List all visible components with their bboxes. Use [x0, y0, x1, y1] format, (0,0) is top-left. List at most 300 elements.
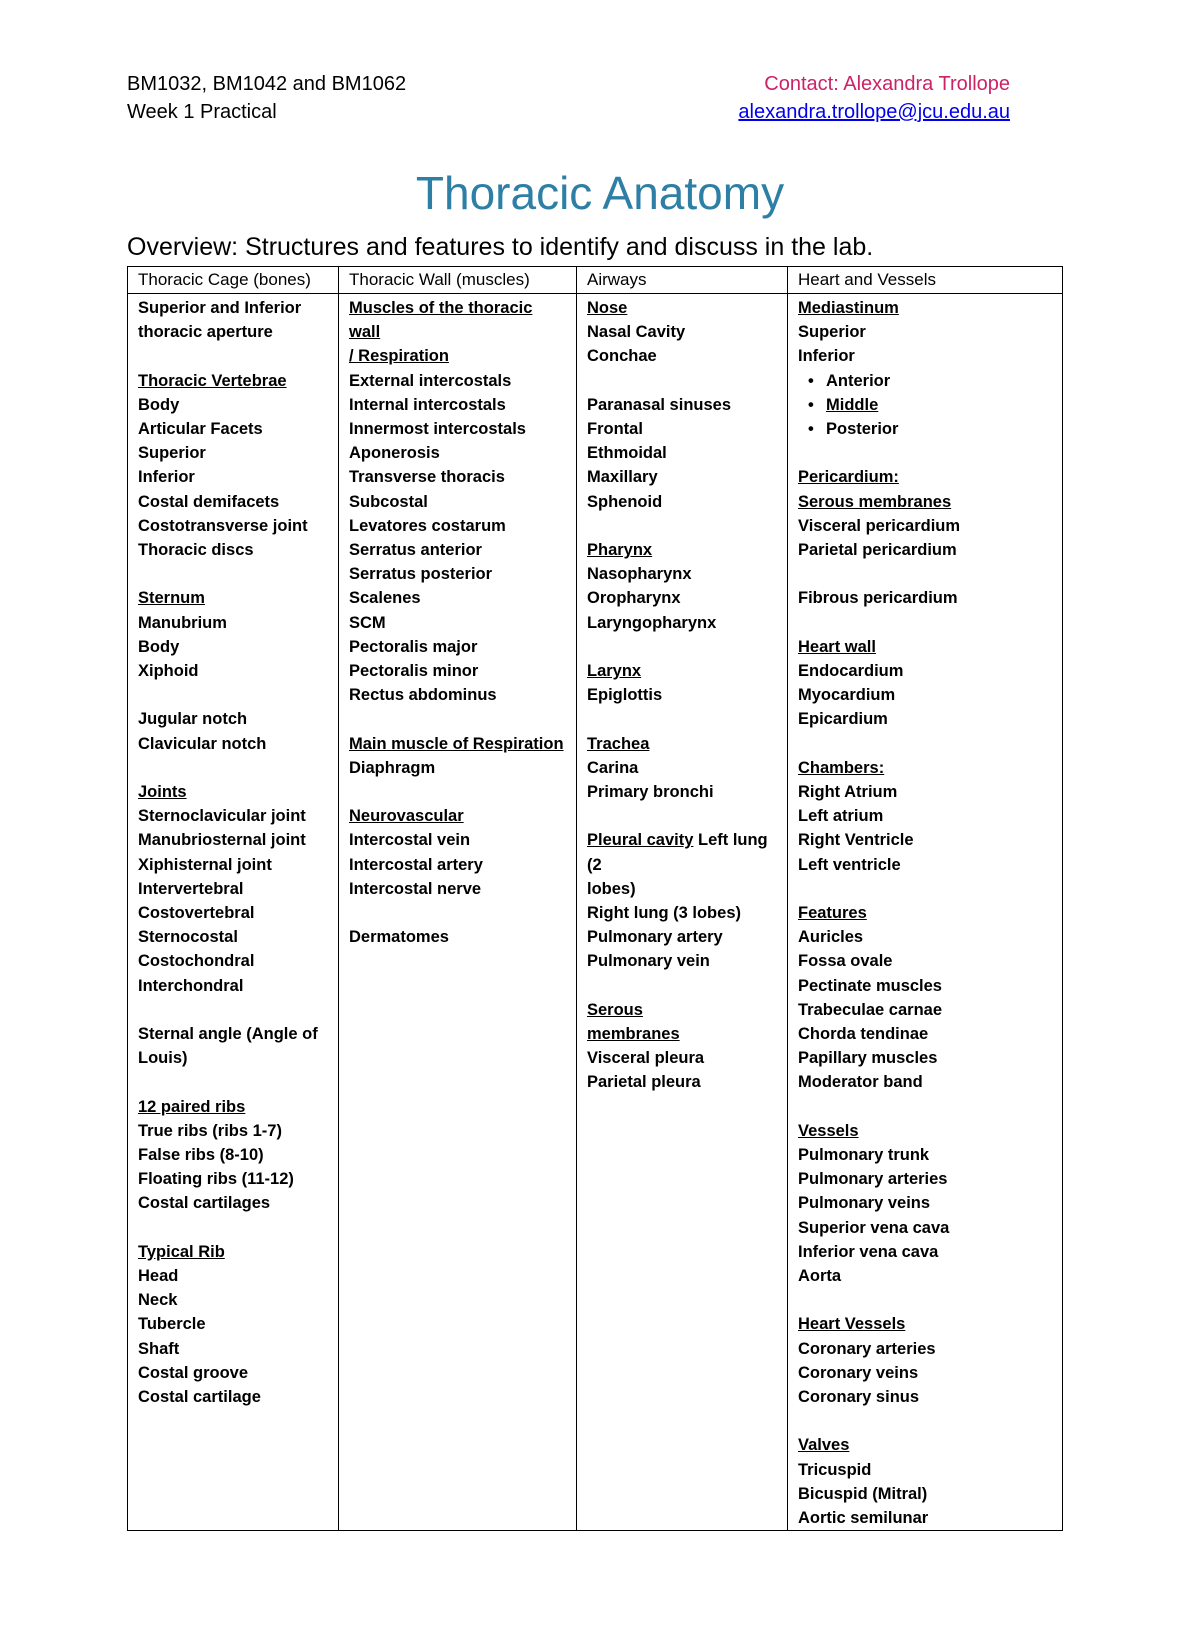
- item-label: Main muscle of Respiration: [349, 734, 564, 753]
- list-item: [587, 949, 779, 973]
- page-title: Thoracic Anatomy: [415, 167, 785, 219]
- item-label: Costotransverse joint: [138, 516, 308, 535]
- item-label: Neurovascular: [349, 807, 464, 826]
- item-label: Body: [138, 395, 180, 414]
- list-item: [138, 417, 330, 441]
- item-label: Typical Rib: [138, 1242, 225, 1261]
- list-item: [587, 1070, 779, 1094]
- header-airways: Airways: [577, 267, 788, 294]
- list-item: [798, 586, 1054, 610]
- item-label: Right lung (3 lobes): [587, 904, 741, 922]
- list-item: [349, 465, 568, 489]
- item-label: Thoracic discs: [138, 541, 254, 560]
- item-label: Xiphoid: [138, 662, 199, 681]
- list-item: [798, 683, 1054, 707]
- list-item: [587, 1046, 779, 1070]
- header-right: [738, 70, 1010, 126]
- item-label: Aortic semilunar: [798, 1509, 929, 1528]
- spacer: [138, 344, 330, 368]
- item-label: Thoracic Vertebrae: [138, 371, 287, 390]
- item-label: Subcostal: [349, 492, 428, 511]
- spacer: [798, 562, 1054, 586]
- item-label: Laryngopharynx: [587, 613, 717, 632]
- list-item: [587, 393, 779, 417]
- item-label: Neck: [138, 1291, 178, 1310]
- item-label: Carina: [587, 758, 639, 777]
- list-item: [349, 562, 568, 586]
- item-label: lobes): [587, 879, 636, 898]
- list-item: [138, 853, 330, 877]
- item-label: Bicuspid (Mitral): [798, 1484, 928, 1503]
- list-item: [587, 780, 779, 804]
- spacer: [138, 562, 330, 586]
- list-item: [138, 1288, 330, 1312]
- item-label: Nasal Cavity: [587, 323, 686, 342]
- list-item: [138, 925, 330, 949]
- item-label: Rectus abdominus: [349, 686, 497, 705]
- item-label: SCM: [349, 613, 386, 632]
- list-item: [798, 344, 1054, 368]
- list-item: [798, 780, 1054, 804]
- item-label: Inferior: [138, 468, 195, 487]
- list-item: [349, 756, 568, 780]
- item-label: Pulmonary veins: [798, 1194, 931, 1213]
- item-label: Right Atrium: [798, 783, 898, 801]
- table-header-row: [128, 267, 1063, 294]
- spacer: [587, 369, 779, 393]
- item-label: Features: [798, 904, 867, 922]
- section-heading: [349, 296, 568, 344]
- item-label: Myocardium: [798, 686, 896, 705]
- contact-email-link[interactable]: alexandra.trollope@jcu.edu.au: [738, 101, 1010, 123]
- list-item: [798, 514, 1054, 538]
- item-label: Nasopharynx: [587, 565, 692, 584]
- section-heading: [798, 901, 1054, 925]
- list-item: [587, 901, 779, 925]
- section-heading: [798, 1433, 1054, 1457]
- item-label: Posterior: [826, 420, 899, 439]
- section-heading: [798, 393, 1054, 417]
- item-label: Paranasal sinuses: [587, 395, 732, 414]
- item-label: Serous: [587, 1000, 643, 1019]
- item-label: Costal cartilages: [138, 1194, 271, 1213]
- item-label: Fossa ovale: [798, 952, 893, 971]
- section-heading: [587, 998, 779, 1022]
- list-item: [798, 804, 1054, 828]
- list-item: [587, 611, 779, 635]
- item-label: Vessels: [798, 1121, 859, 1140]
- item-label: Intervertebral: [138, 879, 244, 898]
- item-label: Papillary muscles: [798, 1049, 938, 1068]
- list-item: [587, 877, 779, 901]
- item-label: Endocardium: [798, 662, 904, 680]
- list-item: [798, 1070, 1054, 1094]
- item-label: Pulmonary arteries: [798, 1170, 948, 1189]
- item-label: / Respiration: [349, 347, 449, 366]
- list-item: [587, 756, 779, 780]
- item-label: Levatores costarum: [349, 516, 506, 535]
- list-item: [798, 1046, 1054, 1070]
- item-label: Pectoralis major: [349, 637, 478, 656]
- list-item: [798, 925, 1054, 949]
- item-label: Pulmonary trunk: [798, 1146, 930, 1165]
- item-label: Shaft: [138, 1339, 180, 1358]
- item-label: Serratus posterior: [349, 565, 493, 584]
- item-label: Head: [138, 1267, 179, 1286]
- item-label: Visceral pleura: [587, 1049, 705, 1068]
- item-label: Coronary arteries: [798, 1339, 936, 1358]
- list-item: [138, 393, 330, 417]
- column-heart-vessels: [788, 294, 1063, 1531]
- item-label: Left ventricle: [798, 855, 901, 874]
- section-heading: [587, 296, 779, 320]
- list-item: [798, 1361, 1054, 1385]
- item-label: Aorta: [798, 1267, 842, 1286]
- header-thoracic-wall: Thoracic Wall (muscles): [339, 267, 577, 294]
- overview-text: Overview: Structures and features to identify and discuss in the lab.: [127, 233, 874, 261]
- item-label: Manubrium: [138, 613, 227, 632]
- section-heading: [798, 756, 1054, 780]
- item-label: Pectoralis minor: [349, 662, 479, 681]
- list-item: [587, 320, 779, 344]
- item-label: Frontal: [587, 420, 643, 438]
- item-label: Middle: [826, 395, 879, 414]
- item-label: Manubriosternal joint: [138, 831, 306, 850]
- item-label: Heart wall: [798, 637, 876, 656]
- item-label: Visceral pericardium: [798, 516, 961, 535]
- list-item: [587, 490, 779, 514]
- list-item: [138, 611, 330, 635]
- list-item: [138, 1361, 330, 1385]
- list-item: [138, 828, 330, 852]
- item-label: Nose: [587, 299, 628, 317]
- list-item: [798, 320, 1054, 344]
- item-label: Heart Vessels: [798, 1315, 906, 1334]
- item-label: External intercostals: [349, 371, 512, 390]
- list-item: [349, 877, 568, 901]
- item-label: 12 paired ribs: [138, 1097, 246, 1116]
- item-label: Auricles: [798, 928, 864, 947]
- list-item: [138, 514, 330, 538]
- item-label: Tricuspid: [798, 1460, 872, 1479]
- list-item: [798, 1264, 1054, 1288]
- list-item: [798, 417, 1054, 441]
- item-label: Intercostal artery: [349, 855, 483, 874]
- spacer: [587, 514, 779, 538]
- list-item: [138, 732, 330, 756]
- list-item: [138, 441, 330, 465]
- item-label: Inferior vena cava: [798, 1242, 939, 1261]
- list-item: [798, 974, 1054, 998]
- section-heading: [798, 296, 1054, 320]
- item-label-rest: Left lung (2: [587, 831, 768, 874]
- item-label: Superior: [798, 323, 866, 342]
- section-heading: [138, 1240, 330, 1264]
- list-item: [587, 465, 779, 489]
- item-label: thoracic aperture: [138, 323, 273, 342]
- week-label: Week 1 Practical: [127, 101, 277, 123]
- list-item: [798, 998, 1054, 1022]
- item-label: Oropharynx: [587, 589, 681, 608]
- section-heading: [138, 369, 330, 393]
- item-label: Mediastinum: [798, 299, 899, 317]
- column-thoracic-cage: [128, 294, 339, 1531]
- header-thoracic-cage: Thoracic Cage (bones): [128, 267, 339, 294]
- spacer: [138, 683, 330, 707]
- list-item: [349, 586, 568, 610]
- list-item: [349, 611, 568, 635]
- spacer: [138, 1070, 330, 1094]
- list-item: [798, 1216, 1054, 1240]
- column-thoracic-wall: [339, 294, 577, 1531]
- spacer: [138, 998, 330, 1022]
- item-label: membranes: [587, 1025, 680, 1043]
- item-label: Serous membranes: [798, 492, 952, 511]
- list-item: [587, 441, 779, 465]
- list-item: [587, 925, 779, 949]
- item-label: Sternoclavicular joint: [138, 807, 306, 826]
- list-item: [138, 659, 330, 683]
- item-label: Costochondral: [138, 952, 255, 971]
- item-label: Innermost intercostals: [349, 420, 526, 439]
- list-item: [798, 1240, 1054, 1264]
- course-codes: BM1032, BM1042 and BM1062: [127, 73, 407, 95]
- list-item: [138, 320, 330, 344]
- list-item: [349, 828, 568, 852]
- list-item: [798, 1385, 1054, 1409]
- section-heading: [587, 1022, 779, 1046]
- list-item: [349, 683, 568, 707]
- item-label: Superior vena cava: [798, 1218, 950, 1237]
- list-item: [138, 804, 330, 828]
- spacer: [798, 441, 1054, 465]
- section-heading: [138, 1095, 330, 1119]
- item-label: Aponerosis: [349, 444, 440, 463]
- item-label: Parietal pericardium: [798, 541, 957, 560]
- item-label: Chambers:: [798, 758, 885, 777]
- list-item: [138, 707, 330, 731]
- item-label: Xiphisternal joint: [138, 855, 272, 874]
- item-label: Muscles of the thoracic wall: [349, 299, 533, 342]
- item-label: Pleural cavity: [587, 831, 694, 850]
- list-item: [587, 562, 779, 586]
- section-heading: [798, 635, 1054, 659]
- item-label: Ethmoidal: [587, 444, 667, 463]
- section-heading: [138, 586, 330, 610]
- item-label: Sternocostal: [138, 928, 238, 947]
- section-heading: [798, 490, 1054, 514]
- item-label: Maxillary: [587, 468, 658, 487]
- section-heading: [349, 804, 568, 828]
- list-item: [798, 828, 1054, 852]
- list-item: [798, 1167, 1054, 1191]
- item-label: Parietal pleura: [587, 1073, 701, 1092]
- list-item: [587, 344, 779, 368]
- item-label: Coronary veins: [798, 1363, 919, 1382]
- list-item: [349, 635, 568, 659]
- spacer: [798, 877, 1054, 901]
- item-label: Floating ribs (11-12): [138, 1170, 294, 1189]
- item-label: Pericardium:: [798, 468, 899, 487]
- item-label: Dermatomes: [349, 928, 449, 947]
- item-label: True ribs (ribs 1-7): [138, 1121, 282, 1140]
- item-label: Sternum: [138, 589, 205, 608]
- item-label: Internal intercostals: [349, 395, 506, 414]
- list-item: [138, 490, 330, 514]
- item-label: Articular Facets: [138, 420, 263, 438]
- list-item: [798, 1506, 1054, 1530]
- list-item: [138, 1119, 330, 1143]
- item-label: Pulmonary vein: [587, 952, 710, 971]
- spacer: [138, 1216, 330, 1240]
- list-item: [798, 707, 1054, 731]
- section-heading: [349, 344, 568, 368]
- spacer: [798, 611, 1054, 635]
- item-label: Intercostal vein: [349, 831, 471, 850]
- list-item: [587, 586, 779, 610]
- spacer: [349, 707, 568, 731]
- list-item: [349, 659, 568, 683]
- section-heading: [587, 538, 779, 562]
- list-item: [138, 949, 330, 973]
- item-label: Anterior: [826, 371, 891, 390]
- list-item: [138, 1143, 330, 1167]
- spacer: [349, 901, 568, 925]
- section-heading: [798, 465, 1054, 489]
- list-item: [798, 1191, 1054, 1215]
- list-item: [349, 490, 568, 514]
- item-label: Tubercle: [138, 1315, 206, 1334]
- spacer: [587, 707, 779, 731]
- item-label: Moderator band: [798, 1073, 923, 1092]
- list-item: [138, 296, 330, 320]
- list-item: [349, 393, 568, 417]
- list-item: [798, 949, 1054, 973]
- item-label: Inferior: [798, 347, 855, 366]
- item-label: Costal groove: [138, 1363, 249, 1382]
- item-label: Conchae: [587, 347, 657, 366]
- list-item: [349, 925, 568, 949]
- item-label: Valves: [798, 1436, 850, 1455]
- section-heading: [798, 1312, 1054, 1336]
- item-label: Clavicular notch: [138, 734, 267, 753]
- item-label: Serratus anterior: [349, 541, 482, 560]
- section-heading: [587, 732, 779, 756]
- list-item: [138, 635, 330, 659]
- contact-name: Contact: Alexandra Trollope: [764, 73, 1010, 95]
- list-item: [138, 1312, 330, 1336]
- item-label: False ribs (8-10): [138, 1146, 264, 1165]
- list-item: [138, 1264, 330, 1288]
- item-label: Right Ventricle: [798, 831, 914, 850]
- list-item: [349, 514, 568, 538]
- item-label: Epiglottis: [587, 686, 663, 705]
- list-item: [138, 538, 330, 562]
- structures-table: [127, 266, 1063, 1531]
- header-left: [127, 70, 406, 126]
- list-item: [798, 1022, 1054, 1046]
- spacer: [587, 974, 779, 998]
- list-item: [138, 1167, 330, 1191]
- spacer: [798, 732, 1054, 756]
- list-item: [798, 538, 1054, 562]
- spacer: [138, 756, 330, 780]
- item-label: Costovertebral: [138, 904, 255, 923]
- list-item: [349, 369, 568, 393]
- list-item: [349, 853, 568, 877]
- spacer: [587, 635, 779, 659]
- list-item: [798, 853, 1054, 877]
- section-heading: [138, 780, 330, 804]
- item-label: Trachea: [587, 734, 650, 753]
- item-label: Diaphragm: [349, 758, 436, 777]
- item-label: Costal demifacets: [138, 492, 280, 511]
- item-label: Sphenoid: [587, 492, 663, 511]
- list-item: [349, 441, 568, 465]
- item-label: Interchondral: [138, 976, 244, 995]
- item-label: Pharynx: [587, 541, 653, 559]
- item-label: Left atrium: [798, 807, 884, 826]
- list-item: [798, 369, 1054, 393]
- item-label: Larynx: [587, 662, 642, 680]
- list-item: [138, 1046, 330, 1070]
- item-label: Sternal angle (Angle of: [138, 1025, 318, 1044]
- spacer: [798, 1095, 1054, 1119]
- list-item: [587, 417, 779, 441]
- list-item: [138, 901, 330, 925]
- item-label: Superior and Inferior: [138, 299, 302, 317]
- item-label: Louis): [138, 1049, 188, 1068]
- item-label: Epicardium: [798, 710, 888, 729]
- section-heading: [587, 659, 779, 683]
- list-item: [798, 1482, 1054, 1506]
- list-item: [138, 877, 330, 901]
- table-body-row: [128, 294, 1063, 1531]
- item-label: Superior: [138, 444, 206, 463]
- item-label: Transverse thoracis: [349, 468, 505, 487]
- item-label: Joints: [138, 783, 187, 801]
- item-label: Scalenes: [349, 589, 421, 608]
- list-item: [798, 659, 1054, 683]
- list-item: [587, 683, 779, 707]
- section-heading: [587, 828, 779, 876]
- item-label: Primary bronchi: [587, 783, 714, 801]
- column-airways: [577, 294, 788, 1531]
- list-item: [349, 417, 568, 441]
- list-item: [798, 1143, 1054, 1167]
- item-label: Coronary sinus: [798, 1388, 920, 1407]
- list-item: [138, 1191, 330, 1215]
- list-item: [138, 974, 330, 998]
- item-label: Intercostal nerve: [349, 879, 482, 898]
- list-item: [138, 1337, 330, 1361]
- spacer: [349, 780, 568, 804]
- item-label: Trabeculae carnae: [798, 1000, 943, 1019]
- section-heading: [349, 732, 568, 756]
- item-label: Body: [138, 637, 180, 656]
- list-item: [138, 1022, 330, 1046]
- item-label: Jugular notch: [138, 710, 248, 729]
- spacer: [798, 1288, 1054, 1312]
- list-item: [349, 538, 568, 562]
- header-heart-vessels: Heart and Vessels: [788, 267, 1063, 294]
- item-label: Chorda tendinae: [798, 1025, 929, 1044]
- spacer: [587, 804, 779, 828]
- list-item: [138, 1385, 330, 1409]
- spacer: [798, 1409, 1054, 1433]
- item-label: Pulmonary artery: [587, 928, 723, 947]
- list-item: [138, 465, 330, 489]
